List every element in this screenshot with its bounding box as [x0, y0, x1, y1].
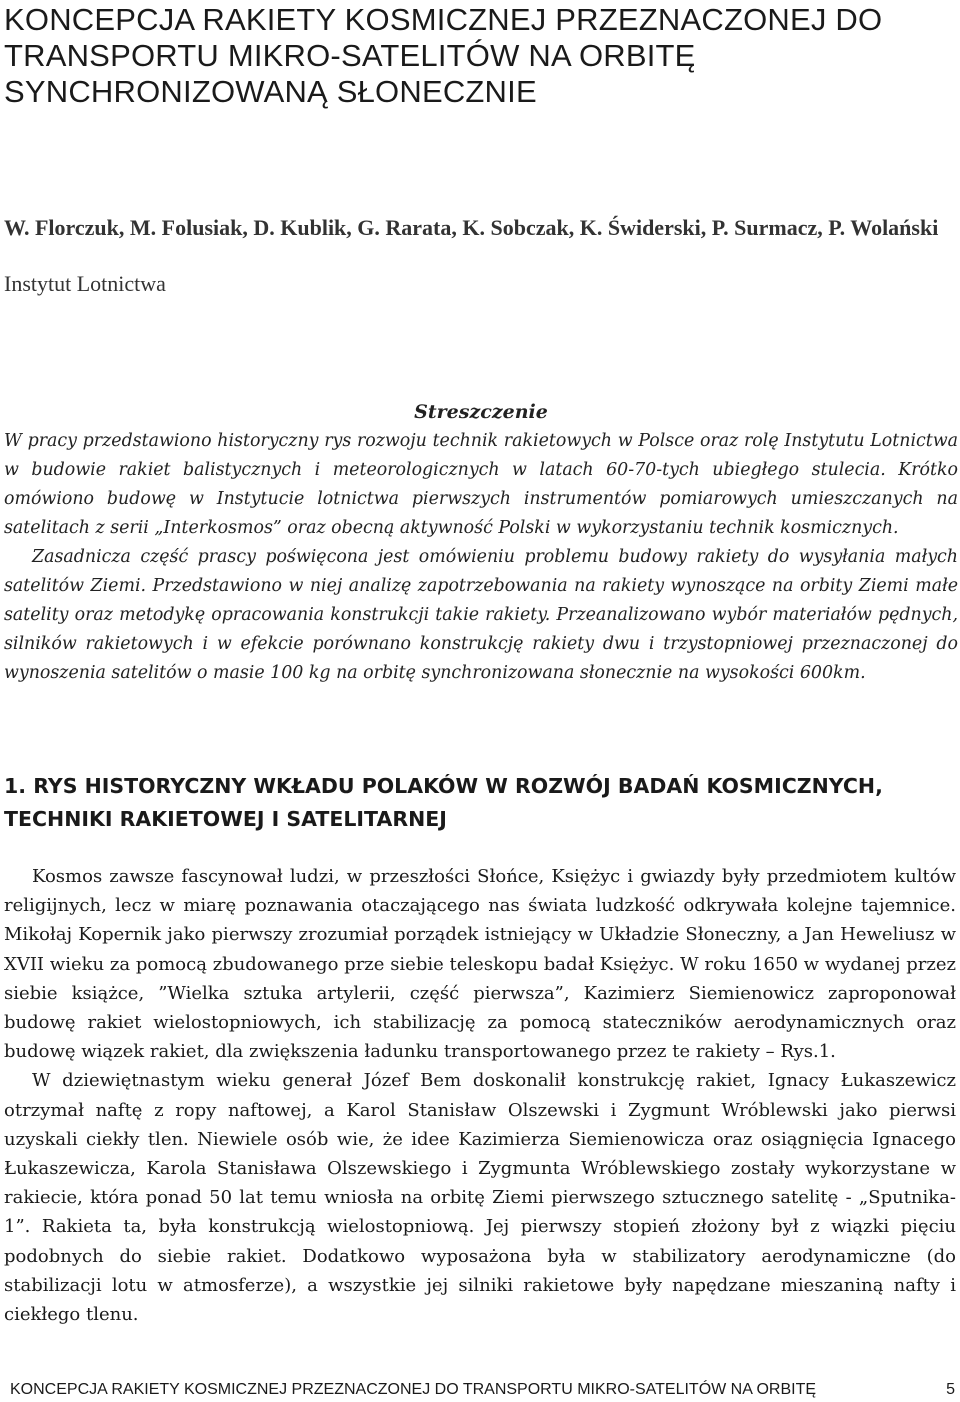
author-list: W. Florczuk, M. Folusiak, D. Kublik, G. Rarata, K. Sobczak, K. Świderski, P. Surmacz, P. Wolański: [4, 215, 939, 240]
abstract-heading: Streszczenie: [414, 401, 548, 423]
section-heading: 1. RYS HISTORYCZNY WKŁADU POLAKÓW W ROZWÓJ BADAŃ KOSMICZNYCH, TECHNIKI RAKIETOWEJ I SATELITARNEJ: [4, 774, 883, 831]
abstract-paragraph: W pracy przedstawiono historyczny rys rozwoju technik rakietowych w Polsce oraz rolę Instytutu Lotnictwa w budowie rakiet balistycznych i meteorologicznych w latach 60-70-tych ubiegłego stulecia. Krótko omówiono budowę w Instytucie lotnictwa pierwszych instrumentów pomiarowych umieszczanych na satelitach z serii „Interkosmos” oraz obecną aktywność Polski w wykorzystaniu technik kosmicznych.: [4, 431, 958, 538]
body-paragraph: W dziewiętnastym wieku generał Józef Bem doskonalił konstrukcję rakiet, Ignacy Łukaszewicz otrzymał naftę z ropy naftowej, a Karol Stanisław Olszewski i Zygmunt Wróblewski jako pierwsi uzyskali ciekły tlen. Niewiele osób wie, że idee Kazimierza Siemienowicza oraz osiągnięcia Ignacego Łukaszewicza, Karola Stanisława Olszewskiego i Zygmunta Wróblewskiego zostały wykorzystane w rakiecie, która ponad 50 lat temu wniosła na orbitę Ziemi pierwszego sztucznego satelitę - „Sputnika-1”. Rakieta ta, była konstrukcją wielostopniową. Jej pierwszy stopień złożony był z wiązki pięciu podobnych do siebie rakiet. Dodatkowo wyposażona była w stabilizatory aerodynamiczne (do stabilizacji lotu w atmosferze), a wszystkie jej silniki rakietowe były napędzane mieszaniną nafty i ciekłego tlenu.: [4, 1070, 956, 1326]
abstract-paragraph: Zasadnicza część prascy poświęcona jest omówieniu problemu budowy rakiety do wysyłania małych satelitów Ziemi. Przedstawiono w niej analizę zapotrzebowania na rakiety wynoszące na orbity Ziemi małe satelity oraz metodykę opracowania konstrukcji takie rakiety. Przeanalizowano wybór materiałów pędnych, silników rakietowych i w efekcie porównano konstrukcję rakiety dwu i trzystopniowej przeznaczonej do wynoszenia satelitów o masie 100 kg na orbitę synchronizowana słonecznie na wysokości 600km.: [4, 547, 958, 683]
page-number: 5: [946, 1381, 955, 1398]
body-paragraph: Kosmos zawsze fascynował ludzi, w przeszłości Słońce, Księżyc i gwiazdy były przedmiotem kultów religijnych, lecz w miarę poznawania otaczającego nas świata ludzkość odkrywała kolejne tajemnice. Mikołaj Kopernik jako pierwszy zrozumiał porządek istniejący w Układzie Słoneczny, a Jan Heweliusz w XVII wieku za pomocą zbudowanego prze siebie teleskopu badał Księżyc. W roku 1650 w wydanej przez siebie książce, ”Wielka sztuka artylerii, część pierwsza”, Kazimierz Siemienowicz zaproponował budowę rakiet wielostopniowych, ich stabilizację za pomocą stateczników aerodynamicznych oraz budowę wiązek rakiet, dla zwiększenia ładunku transportowanego przez te rakiety – Rys.1.: [4, 866, 956, 1063]
paper-title: KONCEPCJA RAKIETY KOSMICZNEJ PRZEZNACZONEJ DO TRANSPORTU MIKRO-SATELITÓW NA ORBITĘ SYNCHRONIZOWANĄ SŁONECZNIE: [4, 2, 883, 109]
running-title: KONCEPCJA RAKIETY KOSMICZNEJ PRZEZNACZONEJ DO TRANSPORTU MIKRO-SATELITÓW NA ORBITĘ: [10, 1381, 817, 1398]
section-body: [4, 862, 956, 1329]
affiliation: Instytut Lotnictwa: [4, 271, 166, 296]
abstract-section: [4, 398, 958, 688]
